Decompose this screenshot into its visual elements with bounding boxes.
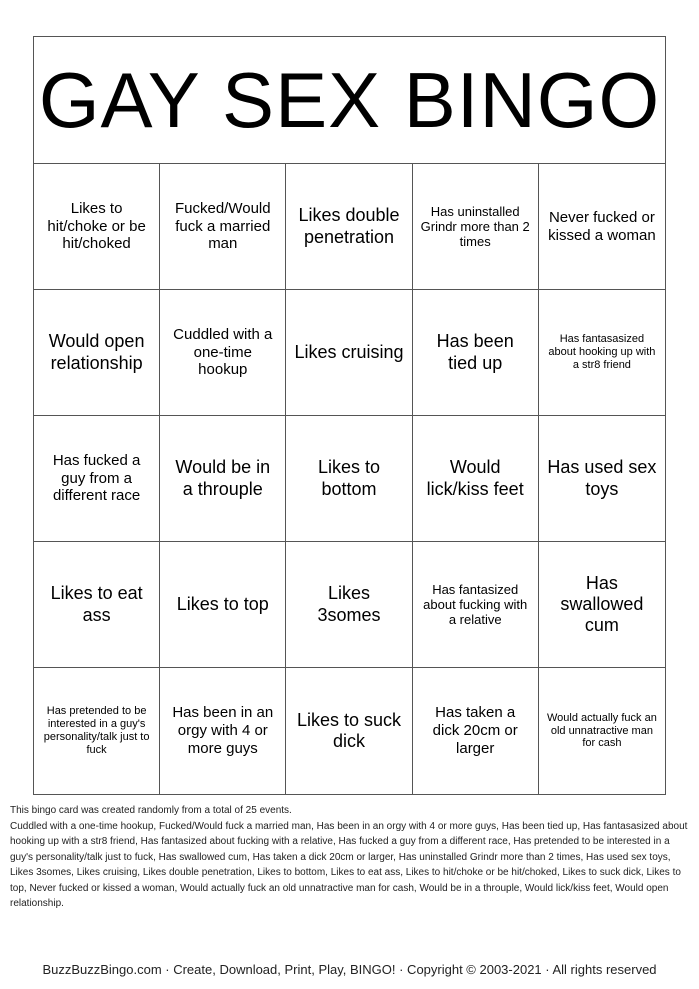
bingo-cell-label: Likes to suck dick bbox=[296, 709, 402, 751]
bingo-cell-label: Has been in an orgy with 4 or more guys bbox=[172, 704, 274, 757]
bingo-cell-label: Fucked/Would fuck a married man bbox=[174, 199, 271, 253]
bingo-cell[interactable] bbox=[286, 542, 412, 668]
bingo-cell-label: Likes to eat ass bbox=[50, 583, 143, 625]
info-intro: This bingo card was created randomly from a total of 25 events. bbox=[10, 805, 292, 816]
bingo-cell-label: Has fantasasized about hooking up with a str8 friend bbox=[548, 333, 656, 371]
bingo-cell-label: Would open relationship bbox=[48, 331, 145, 373]
bingo-cell[interactable] bbox=[286, 668, 412, 794]
bingo-cell[interactable] bbox=[34, 164, 160, 290]
card-info bbox=[10, 803, 692, 912]
bingo-grid bbox=[34, 164, 665, 794]
bingo-cell[interactable] bbox=[34, 290, 160, 416]
bingo-cell-label: Has taken a dick 20cm or larger bbox=[432, 704, 518, 757]
bingo-cell-label: Has used sex toys bbox=[547, 457, 657, 499]
bingo-cell[interactable] bbox=[34, 416, 160, 542]
footer-copyright: BuzzBuzzBingo.com · Create, Download, Print, Play, BINGO! · Copyright © 2003-2021 · All rights reserved bbox=[42, 962, 657, 977]
bingo-cell[interactable] bbox=[413, 668, 539, 794]
bingo-cell[interactable] bbox=[539, 290, 665, 416]
bingo-cell-label: Has uninstalled Grindr more than 2 times bbox=[420, 203, 530, 250]
bingo-cell-label: Likes to top bbox=[176, 593, 269, 614]
bingo-cell[interactable] bbox=[539, 668, 665, 794]
bingo-cell[interactable] bbox=[413, 290, 539, 416]
bingo-cell[interactable] bbox=[160, 290, 286, 416]
bingo-cell[interactable] bbox=[160, 668, 286, 794]
bingo-cell[interactable] bbox=[413, 416, 539, 542]
bingo-cell-label: Would be in a throuple bbox=[175, 457, 271, 499]
bingo-card bbox=[33, 36, 666, 795]
bingo-cell[interactable] bbox=[286, 290, 412, 416]
bingo-cell[interactable] bbox=[34, 542, 160, 668]
bingo-cell-label: Has fantasized about fucking with a relative bbox=[423, 581, 528, 628]
bingo-cell[interactable] bbox=[413, 164, 539, 290]
bingo-cell[interactable] bbox=[539, 164, 665, 290]
bingo-cell-label: Would lick/kiss feet bbox=[426, 457, 524, 499]
bingo-cell[interactable] bbox=[286, 416, 412, 542]
bingo-cell[interactable] bbox=[286, 164, 412, 290]
bingo-cell[interactable] bbox=[160, 164, 286, 290]
bingo-cell-label: Never fucked or kissed a woman bbox=[548, 208, 656, 244]
bingo-cell-label: Has fucked a guy from a different race bbox=[52, 451, 141, 505]
bingo-cell-label: Has pretended to be interested in a guy's personality/talk just to fuck bbox=[43, 705, 150, 756]
bingo-cell-label: Likes to bottom bbox=[317, 457, 381, 499]
card-title: GAY SEX BINGO bbox=[34, 37, 665, 164]
bingo-cell-label: Likes 3somes bbox=[317, 583, 381, 625]
info-events-list: Cuddled with a one-time hookup, Fucked/Would fuck a married man, Has been in an orgy with 4 or more guys, Has been tied up, Has fantasasized about hooking up with a str8 friend, Has fantasized about fucking with a relative, Has fucked a guy from a different race, Has pretended to be interested in a guy's personality/talk just to fuck, Has swallowed cum, Has taken a dick 20cm or larger, Has uninstalled Grindr more than 2 times, Has used sex toys, Likes 3somes, Likes cruising, Likes double penetration, Likes to bottom, Likes to eat ass, Likes to hit/choke or be hit/choked, Likes to suck dick, Likes to top, Never fucked or kissed a woman, Would actually fuck an old unnatractive man for cash, Would be in a throuple, Would lick/kiss feet, Would open relationship. bbox=[10, 820, 688, 909]
bingo-cell-label: Has been tied up bbox=[436, 331, 514, 373]
bingo-cell-label: Would actually fuck an old unnatractive man for cash bbox=[546, 711, 657, 750]
bingo-cell-label: Likes to hit/choke or be hit/choked bbox=[47, 199, 146, 253]
bingo-cell[interactable] bbox=[160, 542, 286, 668]
bingo-cell-label: Likes double penetration bbox=[298, 205, 400, 247]
bingo-cell[interactable] bbox=[539, 416, 665, 542]
bingo-cell-label: Likes cruising bbox=[294, 341, 404, 362]
bingo-cell[interactable] bbox=[160, 416, 286, 542]
bingo-cell[interactable] bbox=[413, 542, 539, 668]
bingo-cell-label: Has swallowed cum bbox=[560, 572, 644, 636]
bingo-cell-label: Cuddled with a one-time hookup bbox=[173, 325, 273, 379]
bingo-cell[interactable] bbox=[539, 542, 665, 668]
bingo-cell[interactable] bbox=[34, 668, 160, 794]
